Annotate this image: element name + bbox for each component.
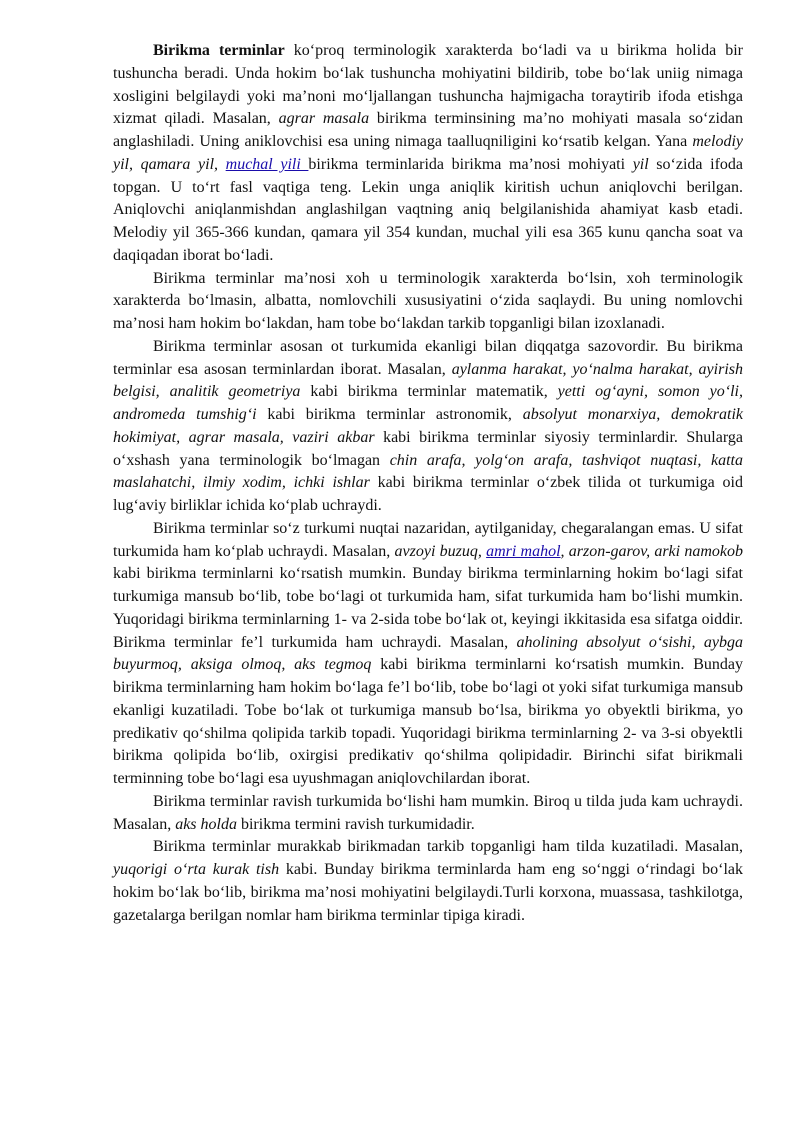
text-run: kabi birikma terminlar siyosiy terminlardir. Shularga o‘xshash yana terminologik bo‘lmagan	[113, 428, 743, 469]
text-run: birikma terminsining ma’no mohiyati masala so‘zidan anglashiladi. Uning aniklovchisi esa uning nimaga taalluqniligini ko‘rsatib kelgan. Yana	[113, 110, 743, 150]
example-term: melodiy yil, qamara yil,	[113, 133, 743, 173]
paragraph-nomlovchi-xususiyat	[113, 268, 743, 336]
paragraph-sifat-va-fel-turkumi	[113, 518, 743, 791]
example-term: aylanma harakat, yo‘nalma harakat, ayirish belgisi, analitik geometriya	[113, 360, 743, 401]
example-term: avzoyi buzuq,	[394, 542, 487, 560]
paragraph-ot-turkumi	[113, 336, 743, 518]
paragraph-murakkab-birikma	[113, 836, 743, 927]
text-run: kabi. Bunday birikma terminlarda ham eng so‘nggi o‘rindagi bo‘lak hokim bo‘lak bo‘lib, birikma ma’nosi mohiyatini belgilaydi.Turli korxona, muassasa, tashkilotga, gazetalarga berilgan nomlar ham birikma terminlar tipiga kiradi.	[113, 861, 744, 924]
text-run: ko‘proq terminologik xarakterda bo‘ladi va u birikma holida bir tushuncha beradi. Unda hokim bo‘lak tushuncha mohiyatini bildirib, tobe bo‘lak uniig nimaga xosligini belgilaydi yoki ma’noni mo‘ljallangan tushuncha hajmigacha toraytirib ifoda etishga xizmat qiladi. Masalan,	[113, 42, 743, 128]
text-run: Birikma terminlar ma’nosi xoh u terminologik xarakterda bo‘lsin, xoh terminologik xarakterda bo‘lmasin, albatta, nomlovchili xususiyatini o‘zida saqlaydi. Bu uning nomlovchi ma’nosi ham hokim bo‘lakdan, ham tobe bo‘lakdan tarkib topganligi bilan izoxlanadi.	[113, 269, 743, 332]
paragraph-ravish-turkumi	[113, 791, 743, 837]
text-run: Birikma terminlar asosan ot turkumida ekanligi bilan diqqatga sazovordir. Bu birikma terminlar esa asosan terminlardan iborat. Masalan,	[113, 337, 743, 378]
muchal-yili-link[interactable]: muchal yili	[225, 155, 309, 173]
paragraph-birikma-terminlar-definition	[113, 40, 743, 268]
example-term: yetti og‘ayni, somon yo‘li, andromeda tumshig‘i	[113, 383, 743, 423]
text-run: birikma terminlarida birikma ma’nosi mohiyati	[308, 155, 633, 173]
text-run: Birikma terminlar so‘z turkumi nuqtai nazaridan, aytilganiday, chegaralangan emas. U sifat turkumida ham ko‘plab uchraydi. Masalan,	[113, 519, 743, 560]
text-run: kabi birikma terminlar o‘zbek tilida ot turkumiga oid lug‘aviy birliklar ichida ko‘plab uchraydi.	[113, 474, 743, 514]
text-run: kabi birikma terminlarni ko‘rsatish mumkin. Bunday birikma terminlarning ham hokim bo‘laga fe’l bo‘lib, tobe bo‘lagi ot yoki sifat turkumiga mansub ekanligi kuzatiladi. Tobe bo‘lak ot turkumiga mansub bo‘lsa, birikma yo obyektli birikma, yo predikativ qo‘shilma qolipida tarkib topadi. Yuqoridagi birikma terminlarning 2- va 3-si obyektli birikma qolipida bo‘lib, oxirgisi predikativ qo‘shilma qolipidadir. Birinchi sifat birikmali terminning tobe bo‘lagi esa uyushmagan aniqlovchilardan iborat.	[113, 656, 743, 787]
example-term: yuqorigi o‘rta kurak tish	[113, 861, 280, 878]
text-run: Birikma terminlar ravish turkumida bo‘lishi ham mumkin. Biroq u tilda juda kam uchraydi. Masalan,	[113, 792, 743, 833]
text-run: kabi birikma terminlar matematik,	[300, 383, 558, 401]
text-run: kabi birikma terminlar astronomik,	[256, 406, 523, 423]
example-term: absolyut monarxiya, demokratik hokimiyat, agrar masala, vaziri akbar	[113, 406, 743, 446]
amri-mahol-link[interactable]: amri mahol	[486, 542, 561, 560]
text-run: so‘zida ifoda topgan. U to‘rt fasl vaqtiga teng. Lekin unga aniqlik kiritish uchun aniqlovchi berilgan. Aniqlovchi aniqlanmishdan anglashilgan vaqtning aniq belgilanishida ahamiyat kasb etadi. Melodiy yil 365-366 kundan, qamara yil 354 kundan, muchal yili esa 365 kunu qancha soat va daqiqadan iborat bo‘ladi.	[113, 155, 744, 264]
example-term: agrar masala	[278, 110, 370, 128]
document-page	[113, 40, 743, 927]
example-term: aholining absolyut o‘sishi, aybga buyurmoq, aksiga olmoq, aks tegmoq	[113, 633, 743, 674]
term-heading: Birikma terminlar	[153, 42, 285, 59]
text-run: kabi birikma terminlarni ko‘rsatish mumkin. Bunday birikma terminlarning hokim bo‘lagi sifat turkumiga mansub bo‘lib, tobe bo‘lagi ot turkumida ham, sifat turkumida ham bo‘lishi mumkin. Yuqoridagi birikma terminlarning 1- va 2-sida tobe bo‘lak ot, keyingi ikkitasida esa sifatga oiddir. Birikma terminlar fe’l turkumida ham uchraydi. Masalan,	[113, 565, 743, 651]
example-term: yil	[632, 155, 649, 173]
example-term: , arzon-garov, arki namokob	[560, 542, 743, 560]
example-term: aks holda	[175, 815, 237, 833]
text-run: Birikma terminlar murakkab birikmadan tarkib topganligi ham tilda kuzatiladi. Masalan,	[153, 838, 743, 856]
example-term: chin arafa, yolg‘on arafa, tashviqot nuqtasi, katta maslahatchi, ilmiy xodim, ichki ishlar	[113, 451, 743, 492]
text-run: birikma termini ravish turkumidadir.	[236, 815, 475, 833]
